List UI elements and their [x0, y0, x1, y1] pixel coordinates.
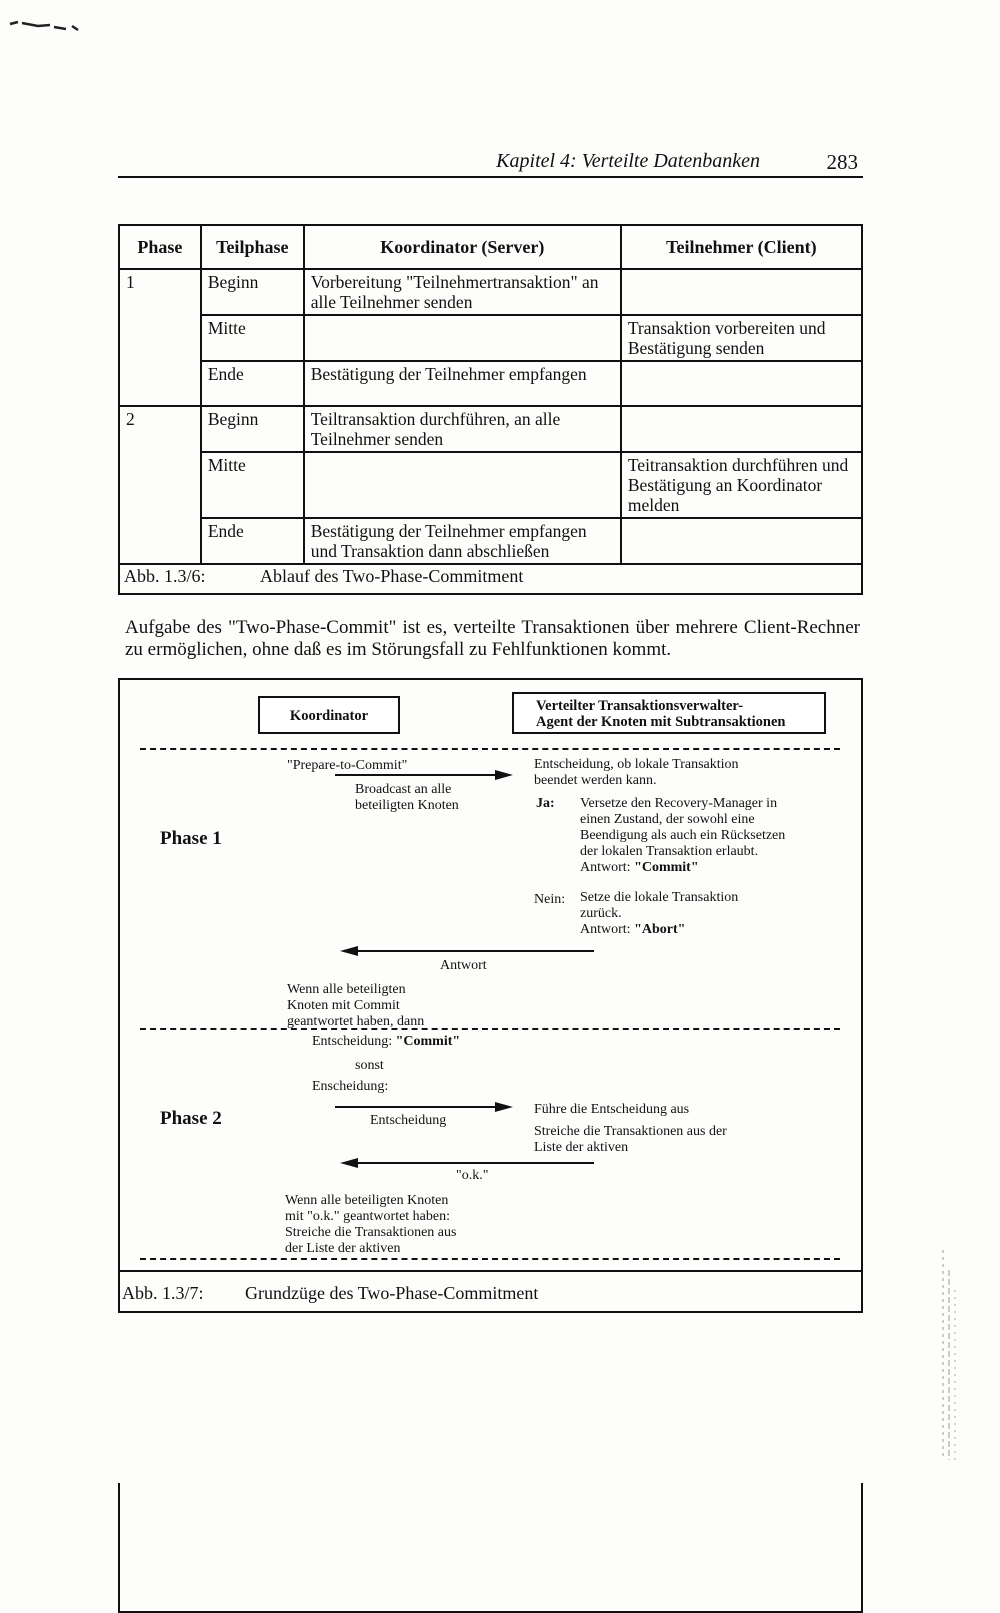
dashed-separator [140, 748, 840, 750]
decision-line2: beendet werden kann. [534, 773, 657, 788]
table-caption-label: Abb. 1.3/6: [124, 566, 206, 586]
figure-caption-label: Abb. 1.3/7: [122, 1283, 204, 1303]
streiche-text [534, 1124, 727, 1156]
ja-line2: einen Zustand, der sowohl eine [580, 812, 755, 827]
broadcast-label [355, 782, 459, 814]
coordinator-box [258, 696, 400, 734]
agent-box-line1: Verteilter Transaktionsverwalter- [536, 698, 744, 714]
prepare-label: "Prepare-to-Commit" [287, 758, 408, 773]
antwort-label: Antwort [440, 958, 487, 973]
figure-caption-text: Grundzüge des Two-Phase-Commitment [245, 1283, 539, 1303]
cell-teilnehmer: Transaktion vorbereiten und Bestätigung senden [621, 315, 862, 361]
chapter-title: Kapitel 4: Verteilte Datenbanken [496, 150, 760, 172]
cell-teilnehmer [621, 269, 862, 315]
cell-koordinator: Bestätigung der Teilnehmer empfangen und Transaktion dann abschließen [304, 518, 621, 564]
cell-koordinator: Vorbereitung "Teilnehmertransaktion" an alle Teilnehmer senden [304, 269, 621, 315]
ja-label: Ja: [536, 796, 555, 811]
table-header-row [119, 225, 862, 269]
cell-teilphase: Mitte [201, 315, 304, 361]
wenn2-line2: mit "o.k." geantwortet haben: [285, 1209, 450, 1224]
wenn-ok-text [285, 1193, 456, 1257]
broadcast-line1: Broadcast an alle [355, 782, 452, 797]
wenn2-line3: Streiche die Transaktionen aus [285, 1225, 457, 1240]
cell-teilphase: Ende [201, 361, 304, 406]
table-row [119, 406, 862, 452]
cell-teilphase: Beginn [201, 269, 304, 315]
table-row [119, 315, 862, 361]
entscheidung-commit-value: "Commit" [395, 1034, 461, 1049]
ja-answer-value: "Commit" [634, 860, 699, 875]
cell-phase [119, 361, 201, 406]
table-caption [118, 557, 863, 595]
nein-answer-prefix: Antwort: [580, 922, 635, 937]
entscheidung-abort: Enscheidung: [312, 1079, 389, 1094]
phase-table [118, 224, 863, 565]
coordinator-box-label: Koordinator [289, 708, 369, 724]
phase2-label: Phase 2 [160, 1108, 222, 1129]
table-row [119, 269, 862, 315]
cell-phase [119, 452, 201, 518]
table-row [119, 361, 862, 406]
entscheidung-commit [312, 1034, 460, 1050]
figure-caption-rule [118, 1270, 863, 1272]
nein-answer [580, 922, 738, 938]
scan-artifact-lines [940, 1250, 960, 1460]
col-header-teilphase: Teilphase [201, 225, 304, 269]
cell-koordinator: Bestätigung der Teilnehmer empfangen [304, 361, 621, 406]
ja-line1: Versetze den Recovery-Manager in [580, 796, 778, 811]
ok-label: "o.k." [456, 1168, 489, 1183]
ja-line3: Beendigung als auch ein Rücksetzen [580, 828, 786, 843]
wenn2-line1: Wenn alle beteiligten Knoten [285, 1193, 449, 1208]
cell-teilnehmer: Teitransaktion durchführen und Bestätigung an Koordinator melden [621, 452, 862, 518]
ja-answer-prefix: Antwort: [580, 860, 635, 875]
scan-smudge [8, 12, 88, 34]
arrow-antwort [340, 944, 595, 958]
cell-teilphase: Mitte [201, 452, 304, 518]
body-paragraph: Aufgabe des "Two-Phase-Commit" ist es, verteilte Transaktionen über mehrere Client-Rechner zu ermöglichen, ohne daß es im Störungsfall zu Fehlfunktionen kommt. [125, 617, 860, 660]
cell-teilphase: Beginn [201, 406, 304, 452]
wenn1-line1: Wenn alle beteiligten [287, 982, 406, 997]
nein-answer-value: "Abort" [634, 922, 686, 937]
decision-line1: Entscheidung, ob lokale Transaktion [534, 757, 739, 772]
page-bottom-margin [118, 1313, 863, 1483]
cell-phase: 2 [119, 406, 201, 452]
nein-text [580, 890, 738, 938]
cell-teilnehmer [621, 406, 862, 452]
nein-line1: Setze die lokale Transaktion [580, 890, 739, 905]
sonst-label: sonst [355, 1058, 384, 1073]
wenn-commit-text [287, 982, 424, 1030]
streiche-line1: Streiche die Transaktionen aus der [534, 1124, 727, 1139]
cell-phase [119, 315, 201, 361]
wenn1-line2: Knoten mit Commit [287, 998, 400, 1013]
col-header-koordinator: Koordinator (Server) [304, 225, 621, 269]
cell-teilnehmer [621, 361, 862, 406]
fuehre-label: Führe die Entscheidung aus [534, 1102, 690, 1117]
agent-box [512, 692, 826, 734]
nein-line2: zurück. [580, 906, 622, 921]
header-rule [118, 176, 863, 178]
dashed-separator [140, 1028, 840, 1030]
nein-label: Nein: [534, 892, 566, 907]
ja-text [580, 796, 785, 876]
cell-koordinator [304, 452, 621, 518]
decision-text [534, 757, 739, 789]
wenn1-line3: geantwortet haben, dann [287, 1014, 425, 1029]
wenn2-line4: der Liste der aktiven [285, 1241, 401, 1256]
arrow-entscheidung [335, 1100, 515, 1114]
table-row [119, 452, 862, 518]
entscheidung-arrow-label: Entscheidung [370, 1113, 447, 1128]
cell-koordinator: Teiltransaktion durchführen, an alle Teilnehmer senden [304, 406, 621, 452]
ja-line4: der lokalen Transaktion erlaubt. [580, 844, 759, 859]
cell-koordinator [304, 315, 621, 361]
ja-answer [580, 860, 785, 876]
entscheidung-commit-prefix: Entscheidung: [312, 1034, 396, 1049]
arrow-prepare [335, 768, 515, 782]
streiche-line2: Liste der aktiven [534, 1140, 629, 1155]
phase1-label: Phase 1 [160, 828, 222, 849]
broadcast-line2: beteiligten Knoten [355, 798, 459, 813]
agent-box-line2: Agent der Knoten mit Subtransaktionen [536, 714, 786, 730]
page-number: 283 [826, 150, 858, 174]
col-header-teilnehmer: Teilnehmer (Client) [621, 225, 862, 269]
cell-phase: 1 [119, 269, 201, 315]
dashed-separator [140, 1258, 840, 1260]
col-header-phase: Phase [119, 225, 201, 269]
table-caption-text: Ablauf des Two-Phase-Commitment [260, 566, 524, 586]
cell-teilphase: Ende [201, 518, 304, 564]
